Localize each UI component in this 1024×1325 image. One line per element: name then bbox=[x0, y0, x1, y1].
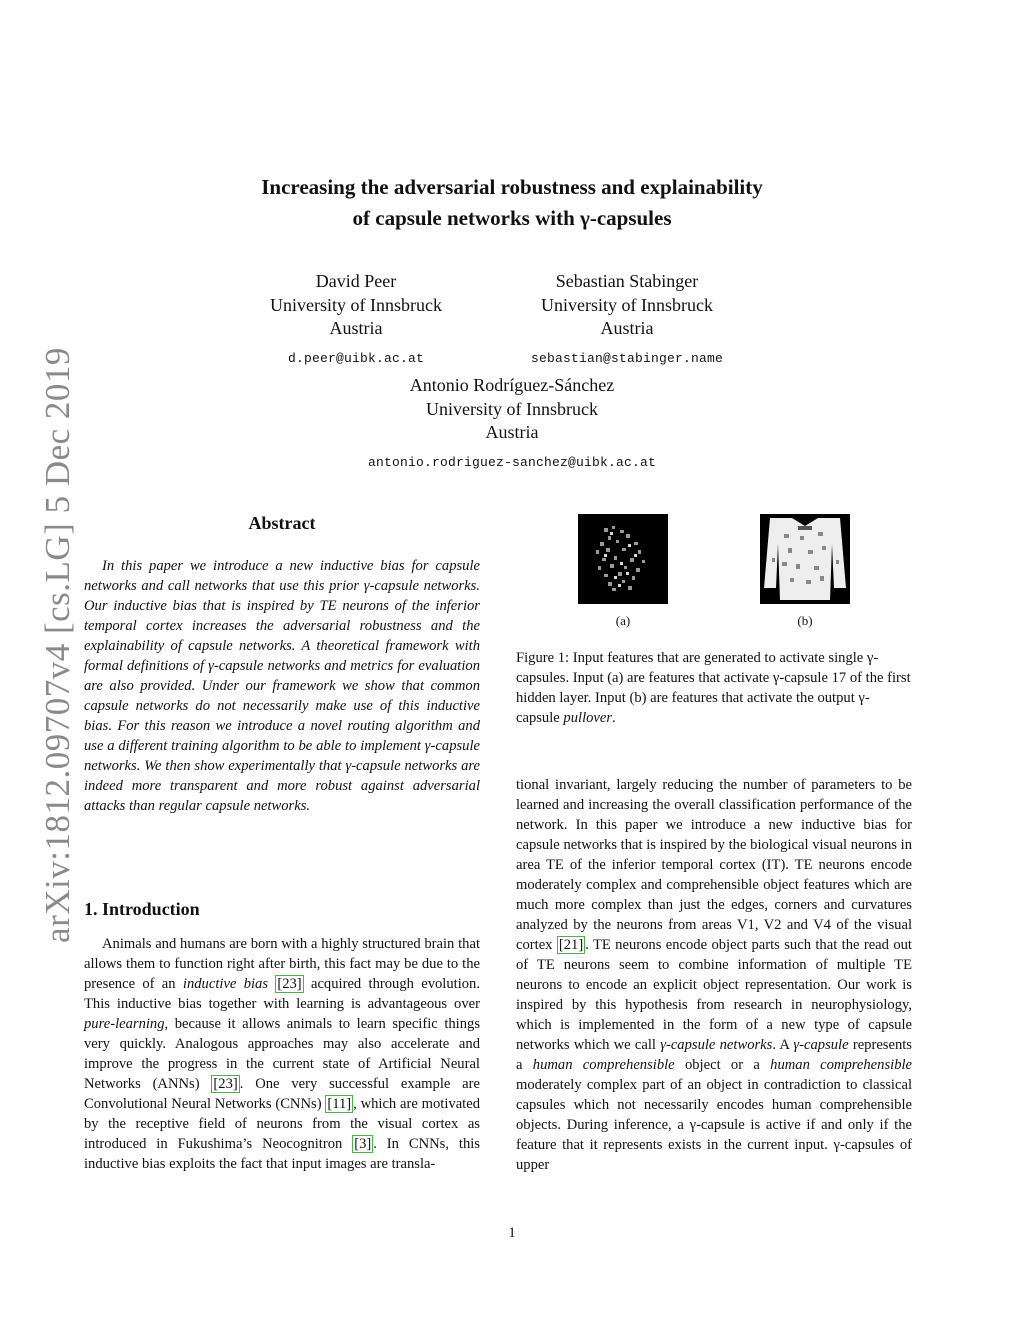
author-email[interactable]: antonio.rodriguez-sanchez@uibk.ac.at bbox=[367, 454, 657, 470]
caption-text: Figure 1: Input features that are generated to activate single γ-capsules. Input (a) are features that activate γ-capsule 17 of the first hidden layer. Input (b) are features that activate the output γ-capsule bbox=[516, 650, 911, 726]
author-affiliation: University of Innsbruck bbox=[541, 294, 713, 315]
right-column-paragraph bbox=[516, 775, 912, 1175]
author-name: Sebastian Stabinger bbox=[555, 271, 699, 291]
author-name: Antonio Rodríguez-Sánchez bbox=[409, 375, 615, 395]
caption-text: . bbox=[612, 710, 616, 726]
subfigure-label-a: (a) bbox=[615, 613, 631, 628]
intro-emphasis: pure-learning bbox=[84, 1016, 165, 1032]
caption-emphasis: pullover bbox=[563, 710, 613, 726]
subfigure-label-b: (b) bbox=[797, 613, 813, 628]
author-block-1 bbox=[226, 270, 486, 370]
title-line-2: of capsule networks with γ-capsules bbox=[352, 206, 672, 230]
author-email[interactable]: sebastian@stabinger.name bbox=[530, 350, 724, 366]
body-text: tional invariant, largely reducing the number of parameters to be learned and increasing the overall classification performance of the network. In this paper we introduce a new inductive bias for capsule networks that is inspired by the biological visual neurons in area TE of the inferior temporal cortex (IT). TE neurons encode moderately complex and comprehensible object features which are much more complex than just the edges, corners and curvatures analyzed by the neurons from areas V1, V2 and V4 of the visual cortex bbox=[516, 777, 912, 953]
citation-link[interactable]: [3] bbox=[354, 1136, 372, 1152]
intro-text: . In CNNs, this inductive bias exploits the fact that input images are transla- bbox=[84, 1136, 480, 1172]
figure-image-b bbox=[760, 514, 850, 604]
intro-text: acquired through evolution. This inductive bias together with learning is advantageous over bbox=[84, 976, 481, 1012]
citation-link[interactable]: [23] bbox=[213, 1076, 238, 1092]
arxiv-identifier: arXiv:1812.09707v4 [cs.LG] 5 Dec 2019 bbox=[38, 347, 77, 943]
body-emphasis: human comprehensible bbox=[532, 1057, 675, 1073]
body-text: . A bbox=[772, 1037, 794, 1053]
intro-text: , because it allows animals to learn specific things very quickly. Analogous approaches may also accelerate and improve the progress in the current state of Artificial Neural Networks (ANNs) bbox=[84, 1016, 480, 1092]
intro-text: Animals and humans are born with a highly structured brain that allows them to function right after birth, this fact may be due to the presence of an bbox=[84, 936, 480, 992]
body-text: represents a bbox=[516, 1037, 912, 1073]
paper-title bbox=[0, 172, 1024, 234]
body-emphasis: γ-capsule bbox=[793, 1037, 849, 1053]
body-text: object or a bbox=[674, 1057, 771, 1073]
figure-caption bbox=[516, 648, 912, 728]
author-name: David Peer bbox=[315, 271, 397, 291]
body-emphasis: γ-capsule networks bbox=[660, 1037, 773, 1053]
author-affiliation: University of Innsbruck bbox=[270, 294, 442, 315]
body-text: . TE neurons encode object parts such that the read out of TE neurons seem to combine information of multiple TE neurons to encode an explicit object representation. Our work is inspired by this hypothesis from research in neurophysiology, which is implemented in the form of a new type of capsule networks which we call bbox=[516, 937, 912, 1053]
author-country: Austria bbox=[329, 318, 383, 338]
pullover-pattern-b bbox=[760, 514, 850, 604]
noise-pattern-a bbox=[578, 514, 668, 604]
citation-link[interactable]: [21] bbox=[558, 937, 584, 953]
title-line-1: Increasing the adversarial robustness and explainability bbox=[261, 175, 763, 199]
body-text: moderately complex part of an object in contradiction to classical capsules which not necessarily encodes human comprehensible objects. During inference, a γ-capsule is active if and only if the feature that it represents exists in the current input. γ-capsules of upper bbox=[516, 1077, 912, 1173]
author-block-2 bbox=[497, 270, 757, 370]
abstract-text: In this paper we introduce a new inductive bias for capsule networks and call networks that use this prior γ-capsule networks. Our inductive bias that is inspired by TE neurons of the inferior temporal cortex increases the adversarial robustness and the explainability of capsule networks. A theoretical framework with formal definitions of γ-capsule networks and metrics for evaluation are also provided. Under our framework we show that common capsule networks do not necessarily make use of this inductive bias. For this reason we introduce a novel routing algorithm and use a different training algorithm to be able to implement γ-capsule networks. We then show experimentally that γ-capsule networks are indeed more transparent and more robust against adversarial attacks than regular capsule networks. bbox=[84, 558, 480, 814]
page-number: 1 bbox=[508, 1225, 516, 1241]
intro-heading: 1. Introduction bbox=[84, 899, 200, 919]
citation-link[interactable]: [11] bbox=[327, 1096, 352, 1112]
abstract-heading: Abstract bbox=[248, 513, 316, 533]
intro-text: , which are motivated by the receptive field of neurons from the visual cortex as introduced in Fukushima’s Neocognitron bbox=[84, 1096, 480, 1152]
author-country: Austria bbox=[600, 318, 654, 338]
intro-text: . One very successful example are Convolutional Neural Networks (CNNs) bbox=[84, 1076, 480, 1112]
author-block-3 bbox=[262, 374, 762, 474]
author-country: Austria bbox=[485, 422, 539, 442]
author-affiliation: University of Innsbruck bbox=[426, 398, 598, 419]
intro-emphasis: inductive bias bbox=[182, 976, 269, 992]
citation-link[interactable]: [23] bbox=[277, 976, 302, 992]
intro-paragraph bbox=[84, 934, 480, 1174]
author-email[interactable]: d.peer@uibk.ac.at bbox=[287, 350, 425, 366]
figure-image-a bbox=[578, 514, 668, 604]
body-emphasis: human comprehensible bbox=[770, 1057, 913, 1073]
